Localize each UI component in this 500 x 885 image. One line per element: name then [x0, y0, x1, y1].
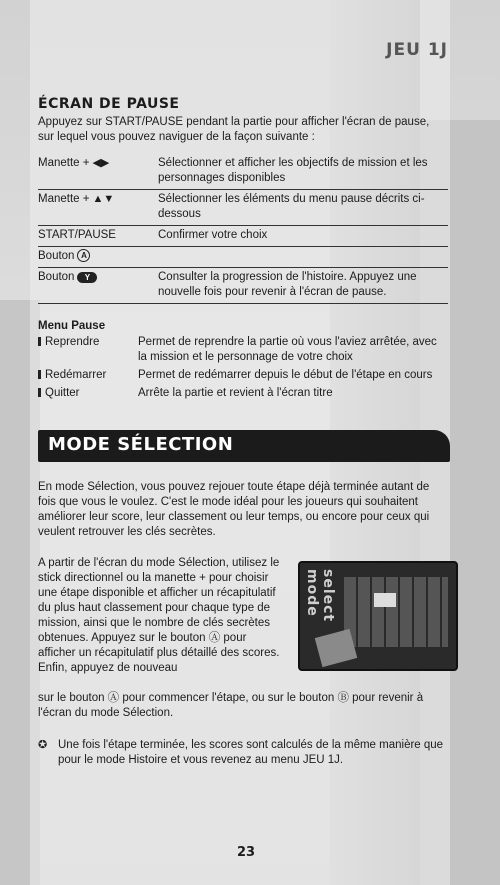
control-desc: Confirmer votre choix	[158, 229, 268, 241]
menu-item-desc: Permet de reprendre la partie où vous l'aviez arrêtée, avec la mission et le personnage de votre choix	[138, 336, 437, 363]
list-item	[38, 368, 448, 383]
mode-selection-paragraph: A partir de l'écran du mode Sélection, utilisez le stick directionnel ou la manette + pour choisir une étape disponible et afficher un récapitulatif du plus haut classement pour chaque type de mission, ainsi que le nombre de clés secrètes obtenues. Appuyez sur le bouton Ⓐ pour afficher un récapitulatif plus détaillé des scores. Enfin, appuyez de nouveau	[38, 557, 280, 674]
control-key: START/PAUSE	[38, 229, 116, 241]
menu-item-desc: Arrête la partie et revient à l'écran titre	[138, 387, 333, 399]
y-button-icon: Y	[77, 272, 97, 283]
menu-item-label: Quitter	[45, 387, 80, 399]
control-row	[38, 268, 448, 304]
page-header-title: JEU 1J	[386, 40, 448, 60]
pause-menu-title: Menu Pause	[38, 320, 106, 332]
bullet-icon	[38, 337, 41, 346]
dpad-up-down-icon: ▲▼	[92, 193, 115, 205]
control-key: Manette +	[38, 193, 90, 205]
control-desc	[158, 249, 448, 264]
control-key: Bouton	[38, 250, 75, 262]
control-key: Bouton	[38, 271, 75, 283]
control-row	[38, 247, 448, 268]
control-desc: Consulter la progression de l'histoire. Appuyez une nouvelle fois pour revenir à l'écran de pause.	[158, 271, 417, 298]
control-key: Manette +	[38, 157, 90, 169]
control-row	[38, 226, 448, 247]
list-item	[38, 335, 448, 365]
control-desc: Sélectionner les éléments du menu pause décrits ci-dessous	[158, 193, 425, 220]
bullet-icon	[38, 388, 41, 397]
mode-selection-paragraph: En mode Sélection, vous pouvez rejouer toute étape déjà terminée autant de fois que vous le voulez. C'est le mode idéal pour les joueurs qui souhaitent améliorer leur score, leur classement ou leur temps, ou encore pour ceux qui veulent retrouver les clés secrètes.	[38, 481, 430, 538]
pause-screen-intro: Appuyez sur START/PAUSE pendant la partie pour afficher l'écran de pause, sur lequel vous pouvez naviguer de la façon suivante :	[38, 116, 430, 143]
stage-grid	[344, 577, 448, 647]
note	[38, 738, 448, 768]
control-row	[38, 190, 448, 226]
a-button-icon: A	[77, 249, 90, 262]
control-desc: Sélectionner et afficher les objectifs de mission et les personnages disponibles	[158, 157, 428, 184]
menu-item-label: Redémarrer	[45, 369, 107, 381]
list-item	[38, 386, 448, 401]
pause-screen-title: ÉCRAN DE PAUSE	[38, 96, 180, 112]
dpad-left-right-icon: ◀▶	[92, 157, 110, 169]
controls-table	[38, 154, 448, 304]
mode-selection-paragraph: sur le bouton Ⓐ pour commencer l'étape, ou sur le bouton Ⓑ pour revenir à l'écran du mode Sélection.	[38, 692, 424, 719]
note-text: Une fois l'étape terminée, les scores sont calculés de la même manière que pour le mode Histoire et vous revenez au menu JEU 1J.	[58, 739, 444, 766]
control-row	[38, 154, 448, 190]
screenshot-label: select mode	[304, 569, 336, 623]
menu-item-label: Reprendre	[45, 336, 100, 348]
page-number: 23	[237, 845, 256, 860]
pause-menu-list	[38, 335, 448, 404]
circle-bullet-icon: ✪	[38, 739, 48, 751]
menu-item-desc: Permet de redémarrer depuis le début de l'étape en cours	[138, 369, 433, 381]
stage-highlight	[374, 593, 396, 607]
mode-selection-title: MODE SÉLECTION	[48, 434, 234, 455]
select-mode-screenshot	[298, 561, 458, 671]
bullet-icon	[38, 370, 41, 379]
